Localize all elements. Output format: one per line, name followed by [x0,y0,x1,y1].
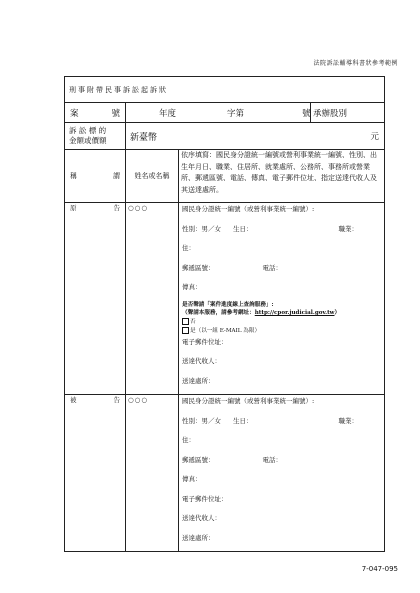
checkbox-no[interactable] [182,318,189,325]
case-number-suffix: 號 [302,109,311,119]
e-service-note: （聲請本服務，請參考網址：http://cpor.judicial.gov.tw） [182,310,341,316]
defendant-address-line[interactable]: 住： [182,436,195,444]
name-header: 姓名或名稱 [126,150,179,203]
e-service-link[interactable]: http://cpor.judicial.gov.tw [254,310,335,316]
complaint-form [64,76,384,552]
plaintiff-name[interactable]: ○○○ [126,203,179,395]
case-year-label: 年度 [159,109,177,119]
defendant-id-line[interactable]: 國民身分證統一編號（或營利事業統一編號）: [182,397,315,405]
currency-label: 新臺幣 [130,132,158,143]
plaintiff-label: 原 告 [65,203,126,395]
defendant-email-line[interactable]: 電子郵件位址： [182,494,228,503]
plaintiff-postal-line[interactable]: 郵遞區號： 電話： [182,263,282,272]
defendant-fax-line[interactable]: 傳真： [182,475,202,483]
defendant-agent-line[interactable]: 送達代收人： [182,514,221,522]
plaintiff-fax-line[interactable]: 傳真： [182,283,202,291]
division-label: 承辦股別 [311,103,385,123]
designation-header-row [65,150,385,203]
plaintiff-gender-line[interactable]: 性別：男／女 生日： 職業： [182,224,358,233]
plaintiff-id-line[interactable]: 國民身分證統一編號（或營利事業統一編號）: [182,205,315,213]
claim-amount-row [65,123,385,150]
option-yes[interactable]: 是（以一組 E-MAIL 為限） [182,327,381,336]
plaintiff-address-line[interactable]: 住： [182,244,195,252]
defendant-label: 被 告 [65,395,126,552]
header-note: 法院訴訟輔導科書狀參考範例 [313,60,398,67]
plaintiff-agent-line[interactable]: 送達代收人： [182,357,221,365]
case-number-field[interactable] [126,103,311,123]
case-number-row [65,103,385,123]
e-service-question: 是否聲請「案件進度線上查詢服務」: [182,301,274,308]
defendant-details [179,395,385,552]
case-word-label: 字第 [227,109,245,119]
claim-amount-field[interactable] [126,123,385,150]
checkbox-yes[interactable] [182,327,189,334]
form-title: 刑事附帶民事訴訟起訴狀 [65,77,385,103]
defendant-gender-line[interactable]: 性別：男／女 生日： 職業： [182,416,358,425]
plaintiff-row [65,203,385,395]
defendant-agent-address-line[interactable]: 送達處所： [182,533,215,542]
designation-label: 稱 謂 [65,150,126,203]
option-no[interactable]: 否 [182,318,381,327]
designation-instructions: 依序填寫：國民身分證統一編號或營利事業統一編號、性別、出生年月日、職業、住居所、就業處所、公務所、事務所或營業所、郵遞區號、電話、傳真、電子郵件位址、指定送達代收人及其送達處所。 [179,150,385,203]
plaintiff-agent-address-line[interactable]: 送達處所： [182,376,215,385]
case-number-label: 案 號 [65,103,126,123]
form-table [64,76,385,552]
claim-amount-label: 訴 訟 標 的 金額或價額 [65,123,126,150]
currency-unit: 元 [370,132,380,142]
plaintiff-email-line[interactable]: 電子郵件位址： [182,337,228,346]
defendant-row [65,395,385,552]
defendant-postal-line[interactable]: 郵遞區號： 電話： [182,455,282,464]
plaintiff-details [179,203,385,395]
defendant-name[interactable]: ○○○ [126,395,179,552]
form-code: 7-047-095 [361,565,398,573]
